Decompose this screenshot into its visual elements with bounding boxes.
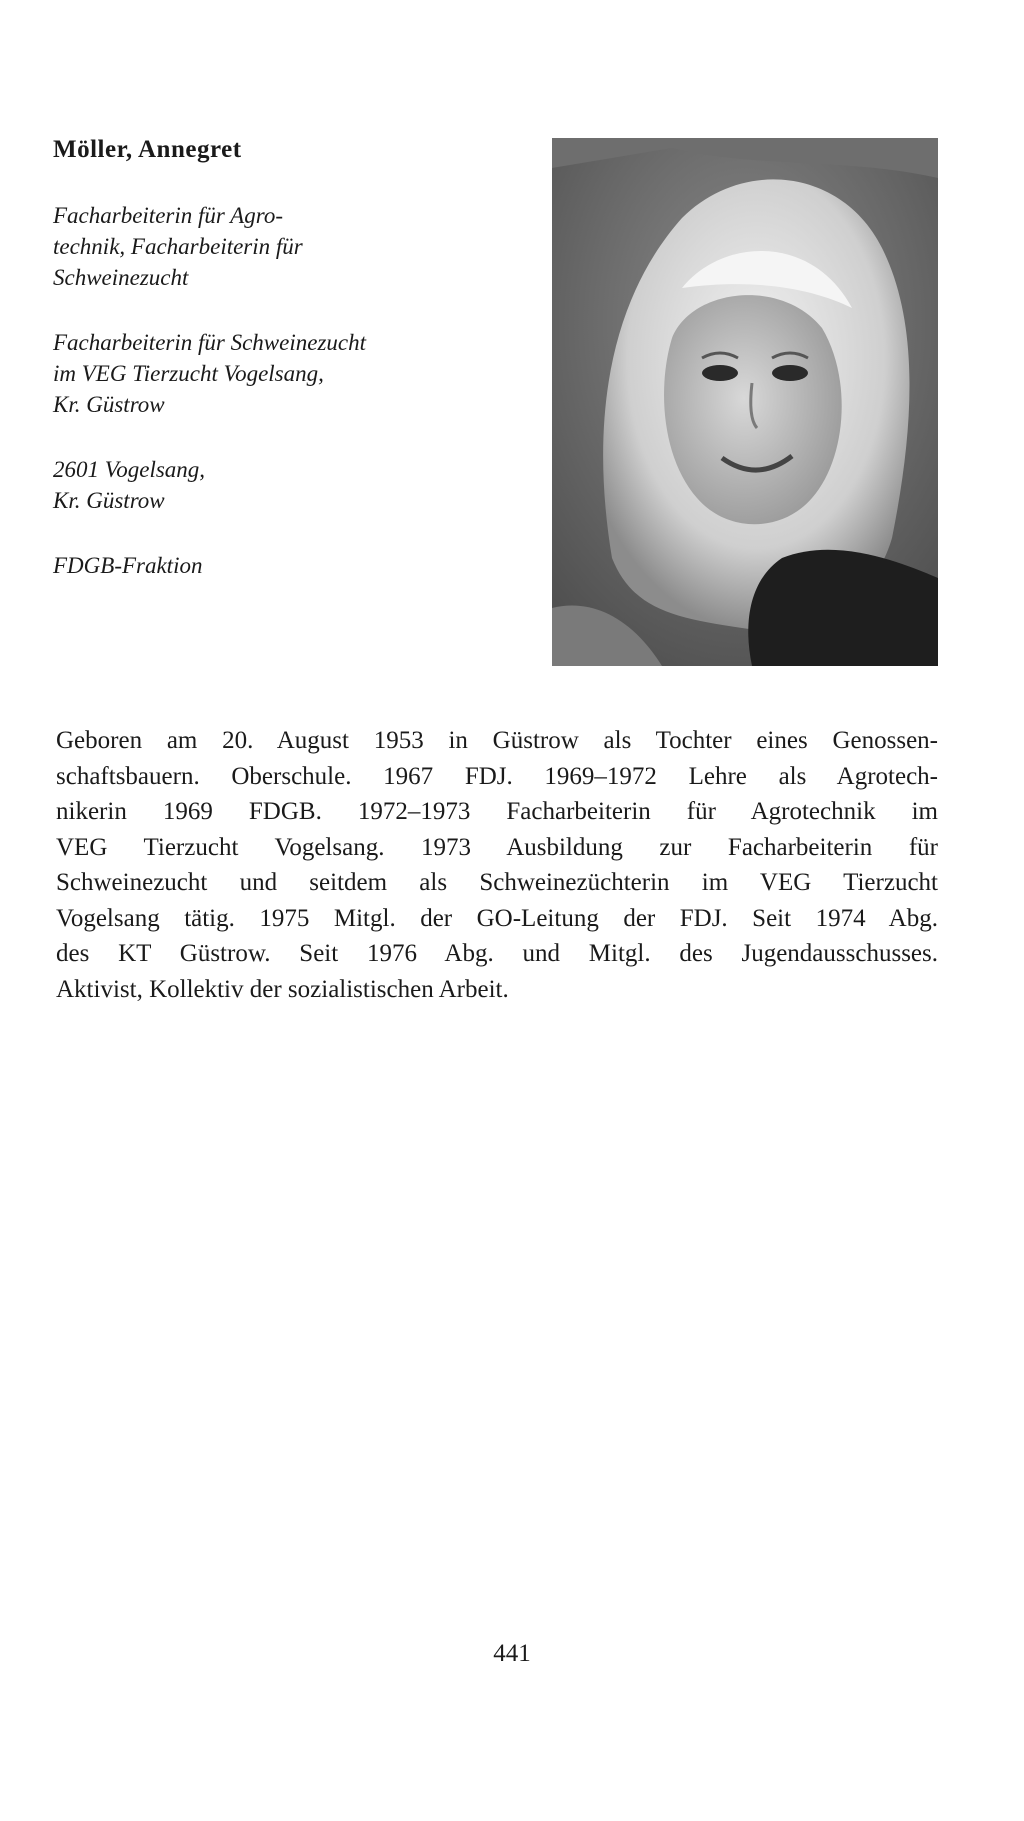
address-line: Kr. Güstrow xyxy=(53,488,165,513)
position-line: Facharbeiterin für Schweinezucht xyxy=(53,330,366,355)
qualification-line: Facharbeiterin für Agro- xyxy=(53,203,283,228)
biography-line: schaftsbauern. Oberschule. 1967 FDJ. 1969–1972 Lehre als Agrotech- xyxy=(56,762,938,790)
position xyxy=(53,327,493,420)
biography-line: Geboren am 20. August 1953 in Güstrow als Tochter eines Genossen- xyxy=(56,727,938,754)
position-line: Kr. Güstrow xyxy=(53,392,165,417)
address-line: 2601 Vogelsang, xyxy=(53,457,206,482)
biography-line: Aktivist, Kollektiv der sozialistischen Arbeit. xyxy=(56,975,509,1003)
qualifications xyxy=(53,200,493,293)
portrait-image xyxy=(552,138,938,666)
biography-line: Vogelsang tätig. 1975 Mitgl. der GO-Leitung der FDJ. Seit 1974 Abg. xyxy=(56,904,938,932)
entry-name: Möller, Annegret xyxy=(53,136,242,163)
qualification-line: technik, Facharbeiterin für xyxy=(53,234,303,259)
qualification-line: Schweinezucht xyxy=(53,265,189,290)
faction xyxy=(53,550,493,581)
biography-line: des KT Güstrow. Seit 1976 Abg. und Mitgl. des Jugendausschusses. xyxy=(56,940,938,967)
profile-details xyxy=(53,200,493,615)
biography-line: nikerin 1969 FDGB. 1972–1973 Facharbeiterin für Agrotechnik im xyxy=(56,798,938,825)
biography-line: VEG Tierzucht Vogelsang. 1973 Ausbildung zur Facharbeiterin für xyxy=(56,833,938,861)
address xyxy=(53,454,493,516)
biography xyxy=(56,723,938,1007)
faction-label: FDGB-Fraktion xyxy=(53,553,203,578)
position-line: im VEG Tierzucht Vogelsang, xyxy=(53,361,324,386)
biography-line: Schweinezucht und seitdem als Schweinezüchterin im VEG Tierzucht xyxy=(56,869,938,896)
page-number: 441 xyxy=(493,1640,531,1667)
portrait-photo xyxy=(552,138,938,666)
